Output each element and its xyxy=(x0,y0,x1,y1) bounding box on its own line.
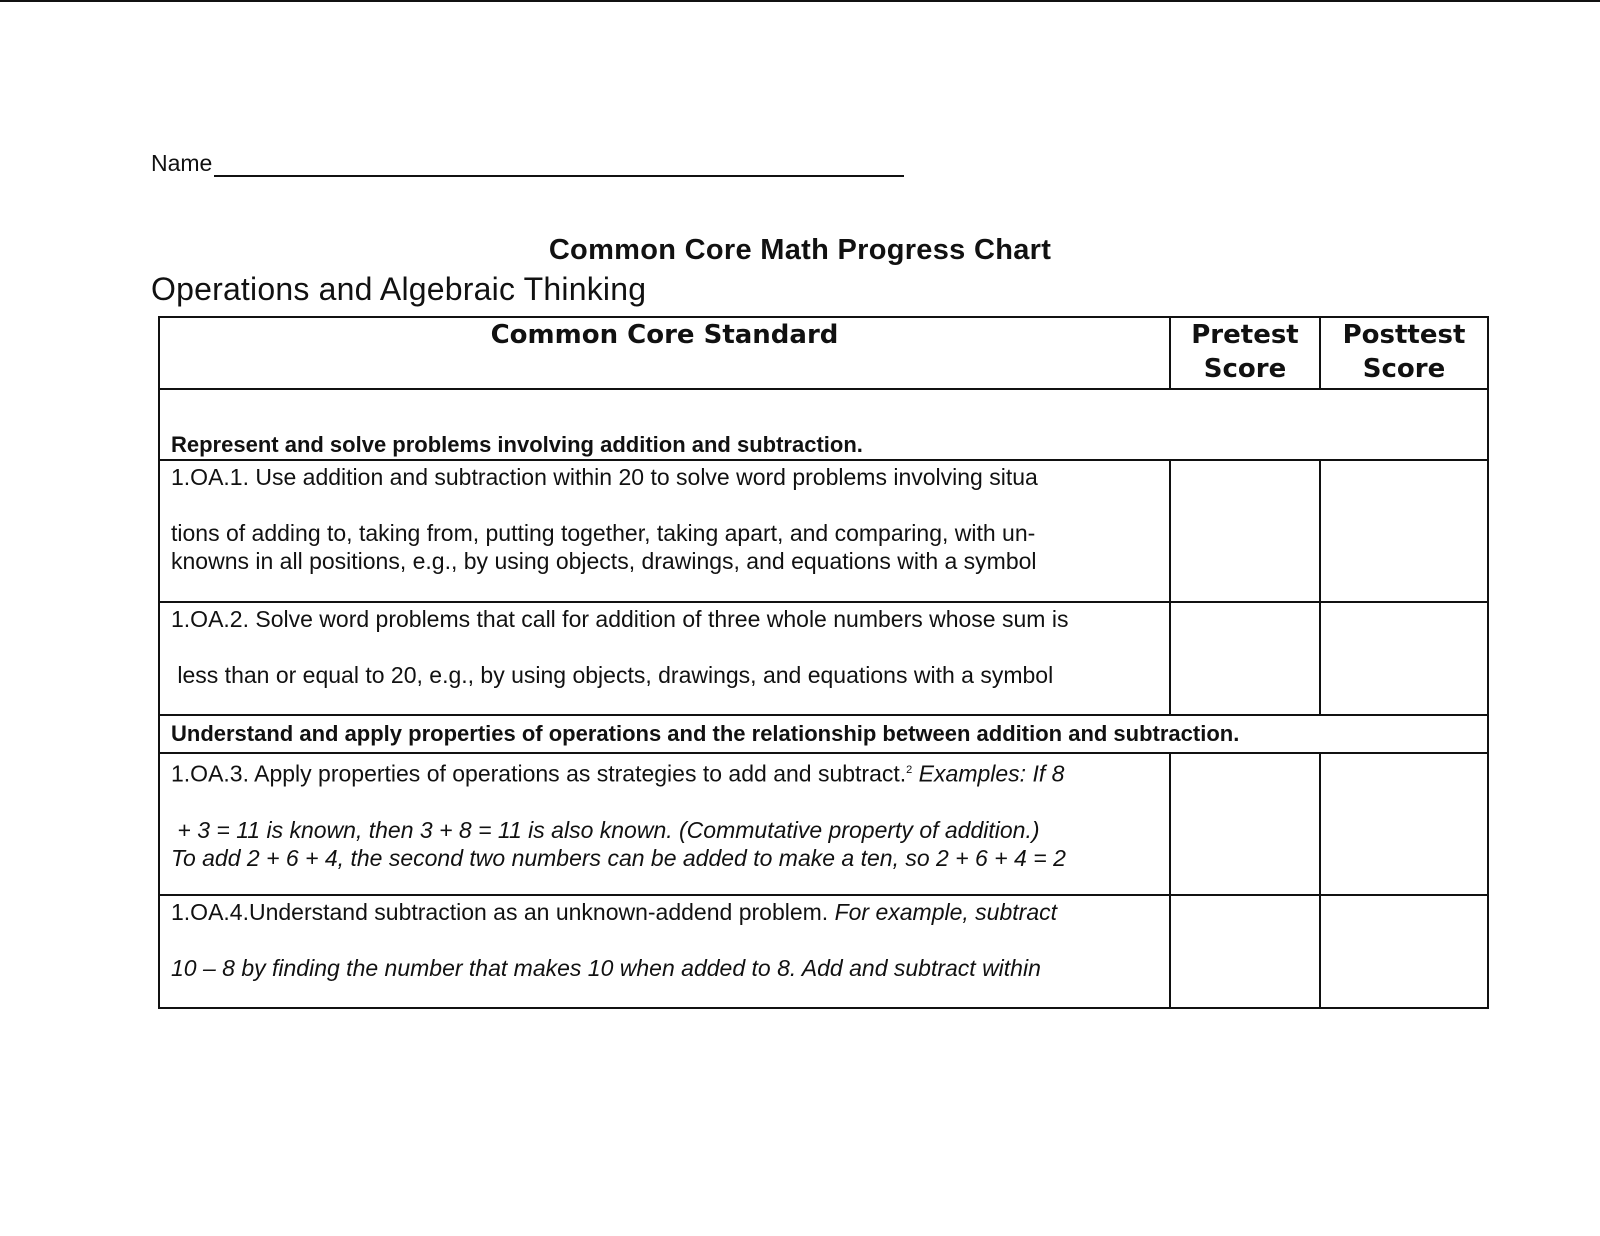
standard-text-line xyxy=(171,816,1159,844)
name-blank-line[interactable] xyxy=(214,151,904,177)
cluster-heading: Understand and apply properties of operations and the relationship between addition and subtraction. xyxy=(159,715,1488,753)
header-posttest-line1: Posttest xyxy=(1342,320,1466,350)
header-posttest xyxy=(1320,317,1488,389)
standard-text-example: For example, subtract xyxy=(828,899,1057,925)
header-posttest-line2: Score xyxy=(1362,354,1446,384)
name-field xyxy=(151,150,904,177)
name-label: Name xyxy=(151,150,213,176)
standard-text-line: tions of adding to, taking from, putting together, taking apart, and comparing, with un- xyxy=(171,520,1036,546)
table-header-row xyxy=(159,317,1488,389)
standard-text-line xyxy=(171,954,1159,982)
pretest-score-cell[interactable] xyxy=(1170,753,1320,895)
standard-text-line xyxy=(171,844,1159,872)
pretest-score-cell[interactable] xyxy=(1170,602,1320,715)
header-pretest xyxy=(1170,317,1320,389)
header-pretest-line1: Pretest xyxy=(1191,320,1299,350)
standard-cell xyxy=(159,753,1170,895)
document-title: Common Core Math Progress Chart xyxy=(548,234,1052,266)
standard-text-example: + 3 = 11 is known, then 3 + 8 = 11 is also known. (Commutative property of addition.) xyxy=(171,816,1040,843)
top-border-rule xyxy=(0,0,1600,2)
pretest-score-cell[interactable] xyxy=(1170,460,1320,602)
standard-text-line xyxy=(171,898,1159,926)
posttest-score-cell[interactable] xyxy=(1320,460,1488,602)
section-title: Operations and Algebraic Thinking xyxy=(151,271,647,307)
standard-text-example: 10 – 8 by finding the number that makes 10 when added to 8. Add and subtract within xyxy=(171,955,1041,981)
footnote-marker: 2 xyxy=(906,764,913,776)
table-row xyxy=(159,460,1488,602)
cluster-row xyxy=(159,389,1488,460)
posttest-score-cell[interactable] xyxy=(1320,602,1488,715)
standard-cell xyxy=(159,460,1170,602)
standard-text-line: 1.OA.1. Use addition and subtraction within 20 to solve word problems involving situa xyxy=(171,464,1038,490)
table-row xyxy=(159,753,1488,895)
cluster-heading: Represent and solve problems involving addition and subtraction. xyxy=(159,389,1488,460)
table-row xyxy=(159,602,1488,715)
header-standard: Common Core Standard xyxy=(159,317,1170,389)
standard-text-example: To add 2 + 6 + 4, the second two numbers can be added to make a ten, so 2 + 6 + 4 = 2 xyxy=(171,844,1066,871)
standard-cell xyxy=(159,602,1170,715)
table-row xyxy=(159,895,1488,1008)
standard-text-example: Examples: If 8 xyxy=(912,760,1065,787)
posttest-score-cell[interactable] xyxy=(1320,753,1488,895)
standard-text-plain: 1.OA.3. Apply properties of operations as strategies to add and subtract. xyxy=(171,760,907,787)
standard-text-line: 1.OA.2. Solve word problems that call for addition of three whole numbers whose sum is xyxy=(171,606,1069,632)
standard-cell xyxy=(159,895,1170,1008)
standard-text-plain: 1.OA.4.Understand subtraction as an unknown-addend problem. xyxy=(171,899,829,925)
standard-text-line: knowns in all positions, e.g., by using objects, drawings, and equations with a symbol xyxy=(171,548,1037,574)
progress-table xyxy=(158,316,1489,1009)
posttest-score-cell[interactable] xyxy=(1320,895,1488,1008)
standard-text-line xyxy=(171,756,1159,788)
header-pretest-line2: Score xyxy=(1203,354,1287,384)
cluster-row xyxy=(159,715,1488,753)
pretest-score-cell[interactable] xyxy=(1170,895,1320,1008)
standard-text-line: less than or equal to 20, e.g., by using objects, drawings, and equations with a symbol xyxy=(171,662,1054,688)
